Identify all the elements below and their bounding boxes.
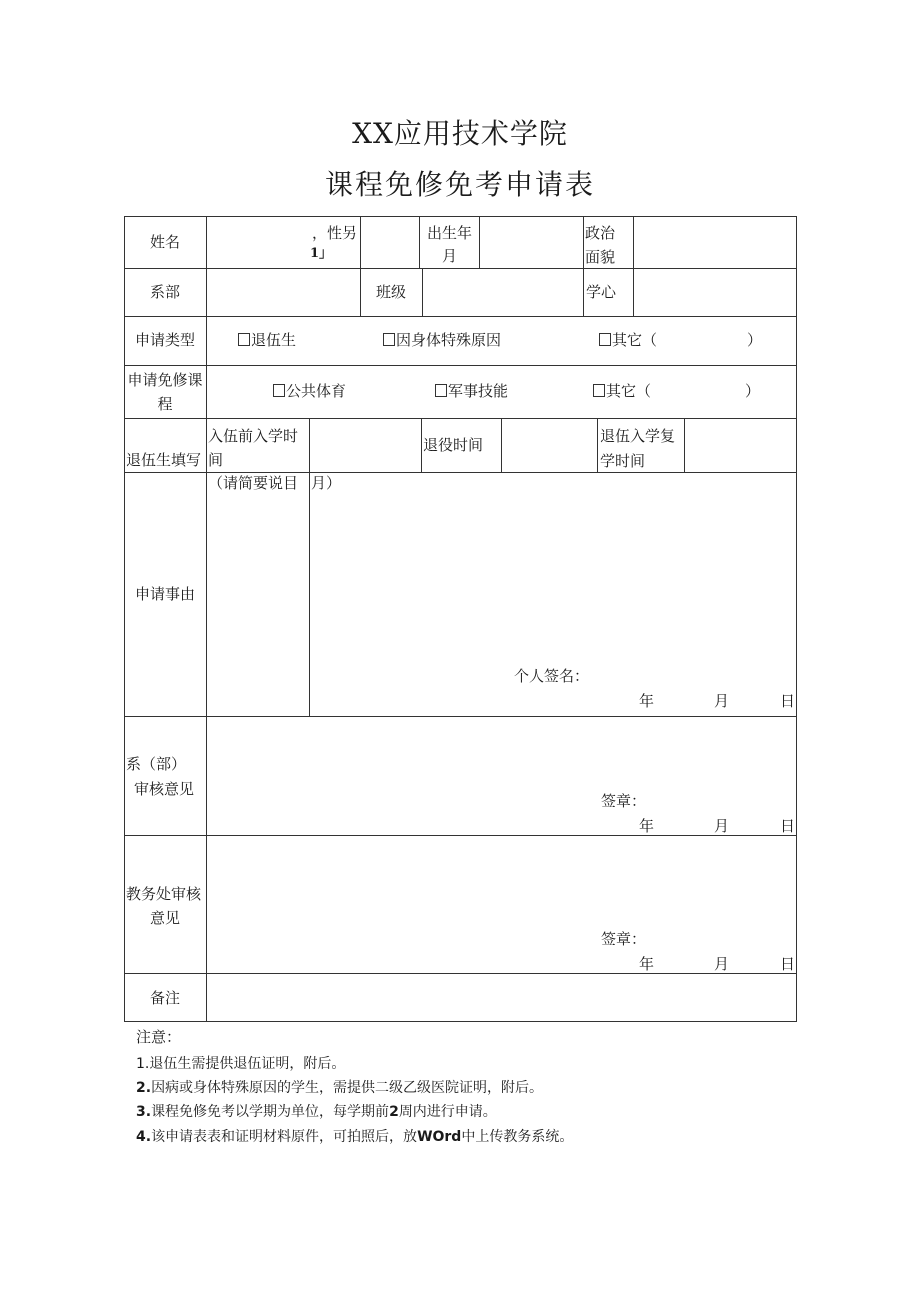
dept-month: 月: [714, 817, 730, 835]
checkbox-icon: [238, 333, 250, 346]
personal-signature-label: 个人签名：: [514, 667, 590, 685]
return-time-field[interactable]: [685, 419, 796, 472]
reason-field[interactable]: [310, 495, 796, 655]
enlist-time-label: 入伍前入学时: [208, 427, 299, 445]
remarks-field[interactable]: [207, 974, 796, 1021]
dept-year: 年: [639, 817, 655, 835]
gender-field[interactable]: [361, 217, 419, 268]
reason-hint-2: 月）: [311, 474, 342, 492]
birth-label: 出生年: [427, 224, 473, 242]
school-title: XX应用技术学院: [352, 117, 568, 150]
checkbox-icon: [383, 333, 395, 346]
reason-hint: （请简要说目: [208, 474, 299, 492]
birth-label-2: 月: [442, 247, 458, 265]
dept-review-label: 系（部）: [126, 755, 187, 773]
politics-field[interactable]: [634, 217, 796, 268]
gender-label-2: 1」: [310, 246, 333, 261]
dept-review-field[interactable]: [207, 717, 796, 787]
gender-label: ，性另: [312, 224, 358, 242]
discharge-time-label: 退役时间: [423, 436, 484, 454]
course-label: 申请免修课: [127, 371, 203, 389]
class-field[interactable]: [423, 269, 583, 316]
student-id-label: 学心: [586, 283, 617, 301]
option-other-course[interactable]: 其它（: [593, 380, 651, 402]
name-label: 姓名: [149, 233, 180, 251]
academic-review-label-2: 意见: [150, 909, 181, 927]
academic-stamp-label: 签章：: [601, 930, 647, 948]
reason-year: 年: [639, 692, 655, 710]
dept-day: 日: [780, 817, 796, 835]
remarks-label: 备注: [149, 989, 180, 1007]
note-item: 3.课程免修免考以学期为单位，每学期前2周内进行申请。: [136, 1104, 497, 1120]
option-pe[interactable]: 公共体育: [273, 380, 346, 402]
academic-day: 日: [780, 955, 796, 973]
politics-label-2: 面貌: [585, 248, 616, 266]
dept-stamp-label: 签章：: [601, 792, 647, 810]
return-time-label-2: 学时间: [600, 452, 646, 470]
dept-review-label-2: 审核意见: [134, 780, 195, 798]
discharge-time-field[interactable]: [502, 419, 597, 472]
academic-review-label: 教务处审核: [126, 885, 202, 903]
checkbox-icon: [599, 333, 611, 346]
option-health[interactable]: 因身体特殊原因: [383, 329, 501, 351]
other-type-close: ）: [747, 331, 763, 349]
option-military[interactable]: 军事技能: [435, 380, 508, 402]
checkbox-icon: [593, 384, 605, 397]
academic-month: 月: [714, 955, 730, 973]
option-other-type[interactable]: 其它（: [599, 329, 657, 351]
checkbox-icon: [435, 384, 447, 397]
form-title: 课程免修免考申请表: [324, 168, 595, 201]
course-label-2: 程: [157, 395, 173, 413]
enlist-time-field[interactable]: [310, 419, 421, 472]
dept-field[interactable]: [207, 269, 360, 316]
academic-year: 年: [639, 955, 655, 973]
option-veteran[interactable]: 退伍生: [238, 329, 296, 351]
note-item: 4.该申请表表和证明材料原件，可拍照后，放WOrd中上传教务系统。: [136, 1129, 574, 1145]
enlist-time-label-2: 间: [208, 451, 224, 469]
veteran-label: 退伍生填写: [126, 451, 202, 469]
checkbox-icon: [273, 384, 285, 397]
other-course-close: ）: [745, 382, 761, 400]
reason-day: 日: [780, 692, 796, 710]
class-label: 班级: [375, 283, 406, 301]
dept-label: 系部: [149, 283, 180, 301]
apply-type-label: 申请类型: [134, 331, 195, 349]
birth-field[interactable]: [480, 217, 583, 268]
student-id-field[interactable]: [634, 269, 796, 316]
reason-label: 申请事由: [134, 585, 195, 603]
notes-heading: 注意：: [136, 1028, 182, 1046]
academic-review-field[interactable]: [207, 836, 796, 926]
politics-label: 政治: [585, 224, 616, 242]
reason-month: 月: [714, 692, 730, 710]
note-item: 1.退伍生需提供退伍证明，附后。: [136, 1056, 346, 1072]
note-item: 2.因病或身体特殊原因的学生，需提供二级乙级医院证明，附后。: [136, 1080, 544, 1096]
return-time-label: 退伍入学复: [600, 427, 676, 445]
